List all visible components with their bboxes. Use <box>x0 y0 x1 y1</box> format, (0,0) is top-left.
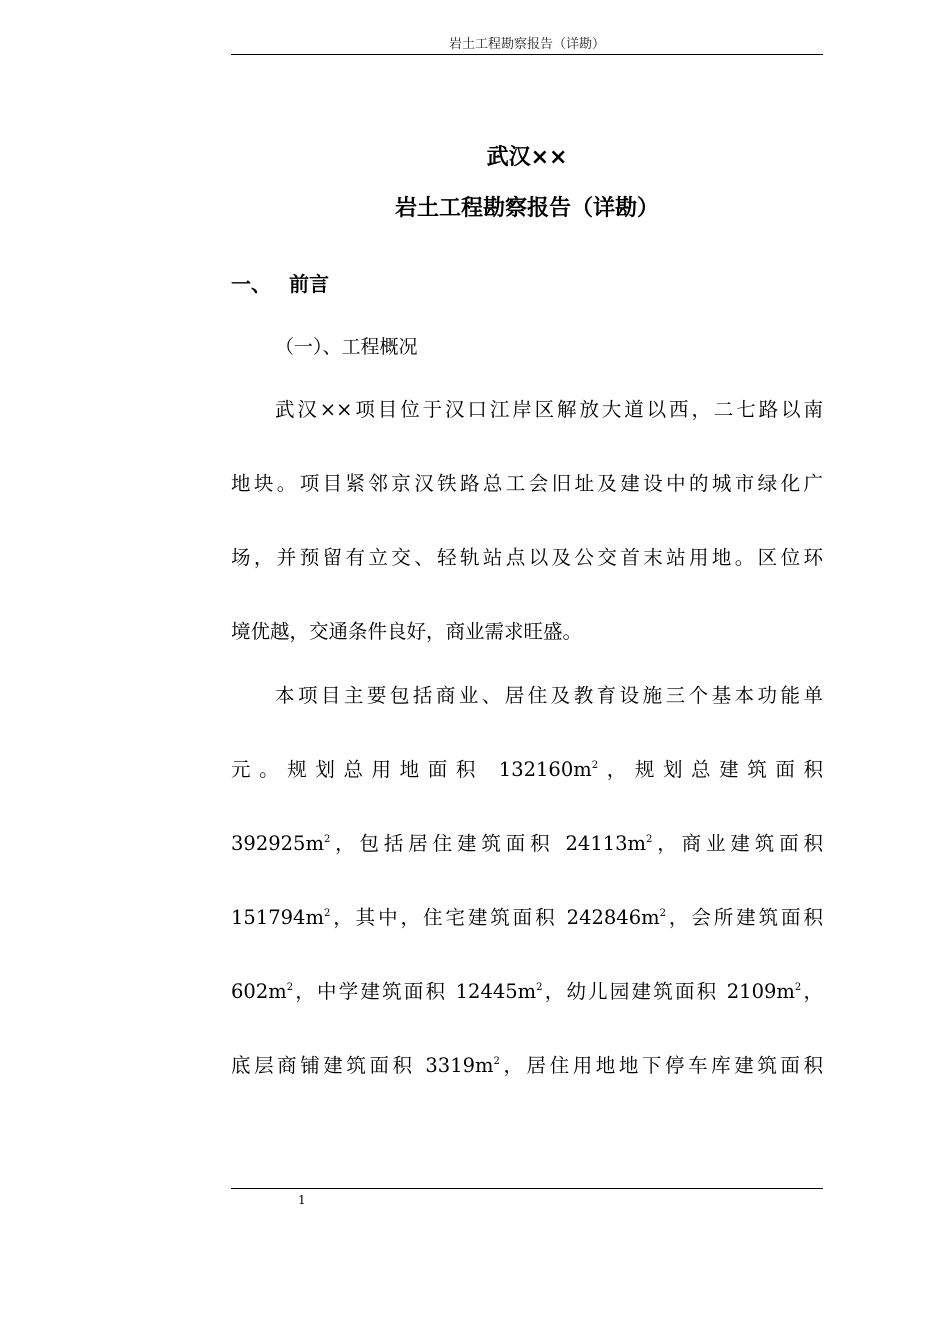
paragraph1-line3: 场，并预留有立交、轻轨站点以及公交首末站用地。区位环 <box>231 546 823 569</box>
paragraph2-line6 <box>231 1052 823 1080</box>
text-segment: ，规划总建筑面积 <box>598 758 823 781</box>
text-segment: ，包括居住建筑面积 24113m <box>330 832 647 855</box>
paragraph2-line4 <box>231 904 823 932</box>
paragraph1-line2: 地块。项目紧邻京汉铁路总工会旧址及建设中的城市绿化广 <box>231 472 823 495</box>
superscript: 2 <box>646 834 653 845</box>
page-header-title: 岩土工程勘察报告（详勘） <box>448 37 605 52</box>
paragraph2-line1: 本项目主要包括商业、居住及教育设施三个基本功能单 <box>275 684 823 707</box>
text-segment: ，居住用地地下停车库建筑面积 <box>499 1054 823 1077</box>
text-segment: ，幼儿园建筑面积 2109m <box>542 980 795 1003</box>
paragraph2-line2 <box>231 756 823 784</box>
document-title-line1: 武汉×× <box>486 145 568 170</box>
superscript: 2 <box>659 908 666 919</box>
text-segment: 392925m <box>231 832 324 855</box>
page-number: 1 <box>298 1193 306 1207</box>
text-segment: ， <box>801 980 823 1003</box>
footer-divider <box>231 1188 823 1189</box>
document-title-line2: 岩土工程勘察报告（详勘） <box>394 196 659 221</box>
text-segment: ，商业建筑面积 <box>652 832 823 855</box>
superscript: 2 <box>286 982 294 993</box>
text-segment: ，其中，住宅建筑面积 242846m <box>330 906 660 929</box>
text-segment: 元。规划总用地面积 132160m <box>231 758 592 781</box>
header-divider <box>231 54 823 55</box>
text-segment: 底层商铺建筑面积 3319m <box>231 1054 494 1077</box>
section-title: 前言 <box>289 272 329 296</box>
superscript: 2 <box>591 760 599 771</box>
superscript: 2 <box>493 1056 500 1067</box>
text-segment: 151794m <box>231 906 324 929</box>
section-number: 一、 <box>231 272 271 296</box>
paragraph2-line5 <box>231 978 823 1006</box>
section-heading <box>231 270 329 298</box>
superscript: 2 <box>536 982 543 993</box>
text-segment: ，会所建筑面积 <box>665 906 823 929</box>
superscript: 2 <box>794 982 802 993</box>
text-segment: 602m <box>231 980 287 1003</box>
subsection-heading: （一）、工程概况 <box>275 336 418 358</box>
text-segment: ，中学建筑面积 12445m <box>293 980 537 1003</box>
paragraph1-line1: 武汉××项目位于汉口江岸区解放大道以西，二七路以南 <box>275 398 823 421</box>
paragraph2-line3 <box>231 830 823 858</box>
superscript: 2 <box>323 834 331 845</box>
paragraph1-line4: 境优越，交通条件良好，商业需求旺盛。 <box>231 620 583 643</box>
superscript: 2 <box>323 908 331 919</box>
